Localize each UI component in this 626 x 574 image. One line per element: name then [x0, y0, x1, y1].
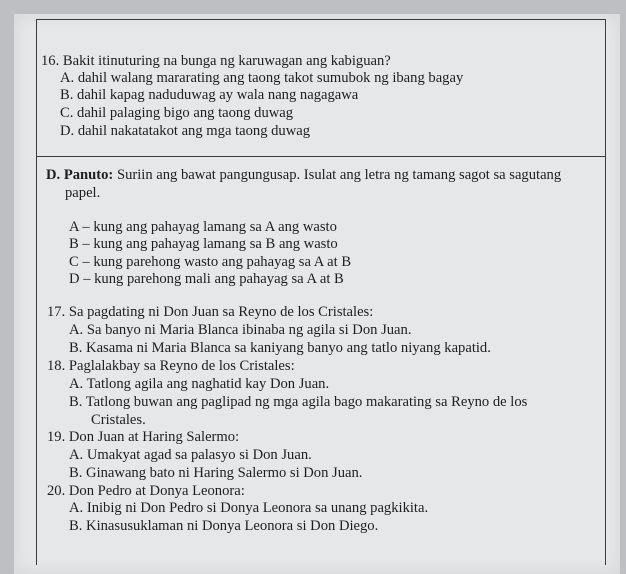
answer-key-a: A – kung ang pahayag lamang sa A ang wasto — [69, 219, 337, 235]
section-divider — [37, 156, 605, 157]
q18-choice-a: A. Tatlong agila ang naghatid kay Don Juan. — [69, 376, 330, 392]
q16-choice-a: A. dahil walang mararating ang taong takot sumubok ng ibang bagay — [60, 70, 464, 86]
q16-choice-b: B. dahil kapag naduduwag ay wala nang nagagawa — [60, 87, 359, 103]
q20-choice-b: B. Kinasusuklaman ni Donya Leonora si Don Diego. — [69, 518, 379, 534]
q18-choice-b: B. Tatlong buwan ang paglipad ng mga agila bago makarating sa Reyno de los — [69, 394, 528, 410]
section-d-instruction-cont: papel. — [65, 185, 101, 201]
q16-question: 16. Bakit itinuturing na bunga ng karuwagan ang kabiguan? — [41, 53, 391, 69]
q20-question: 20. Don Pedro at Donya Leonora: — [47, 483, 245, 499]
answer-key-b: B – kung ang pahayag lamang sa B ang wasto — [69, 236, 338, 252]
q18-question: 18. Paglalakbay sa Reyno de los Cristales: — [47, 358, 295, 374]
q17-question: 17. Sa pagdating ni Don Juan sa Reyno de los Cristales: — [47, 304, 374, 320]
q19-question: 19. Don Juan at Haring Salermo: — [47, 429, 240, 445]
q20-choice-a: A. Inibig ni Don Pedro si Donya Leonora sa unang pagkikita. — [69, 500, 429, 516]
section-d-instruction-text: Suriin ang bawat pangungusap. Isulat ang letra ng tamang sagot sa sagutang — [116, 167, 562, 183]
q16-choice-d: D. dahil nakatatakot ang mga taong duwag — [60, 123, 311, 139]
q18-choice-b-cont: Cristales. — [91, 412, 146, 428]
answer-key-c: C – kung parehong wasto ang pahayag sa A at B — [69, 254, 352, 270]
q19-choice-b: B. Ginawang bato ni Haring Salermo si Don Juan. — [69, 465, 363, 481]
q17-choice-b: B. Kasama ni Maria Blanca sa kaniyang banyo ang tatlo niyang kapatid. — [69, 340, 491, 356]
q16-choice-c: C. dahil palaging bigo ang taong duwag — [60, 105, 294, 121]
worksheet-frame — [36, 19, 606, 565]
worksheet-paper — [14, 14, 620, 574]
section-d-label: D. Panuto: — [46, 167, 114, 183]
section-d-instruction — [46, 167, 561, 184]
q19-choice-a: A. Umakyat agad sa palasyo si Don Juan. — [69, 447, 312, 463]
answer-key-d: D – kung parehong mali ang pahayag sa A at B — [69, 271, 344, 287]
q17-choice-a: A. Sa banyo ni Maria Blanca ibinaba ng agila si Don Juan. — [69, 322, 412, 338]
